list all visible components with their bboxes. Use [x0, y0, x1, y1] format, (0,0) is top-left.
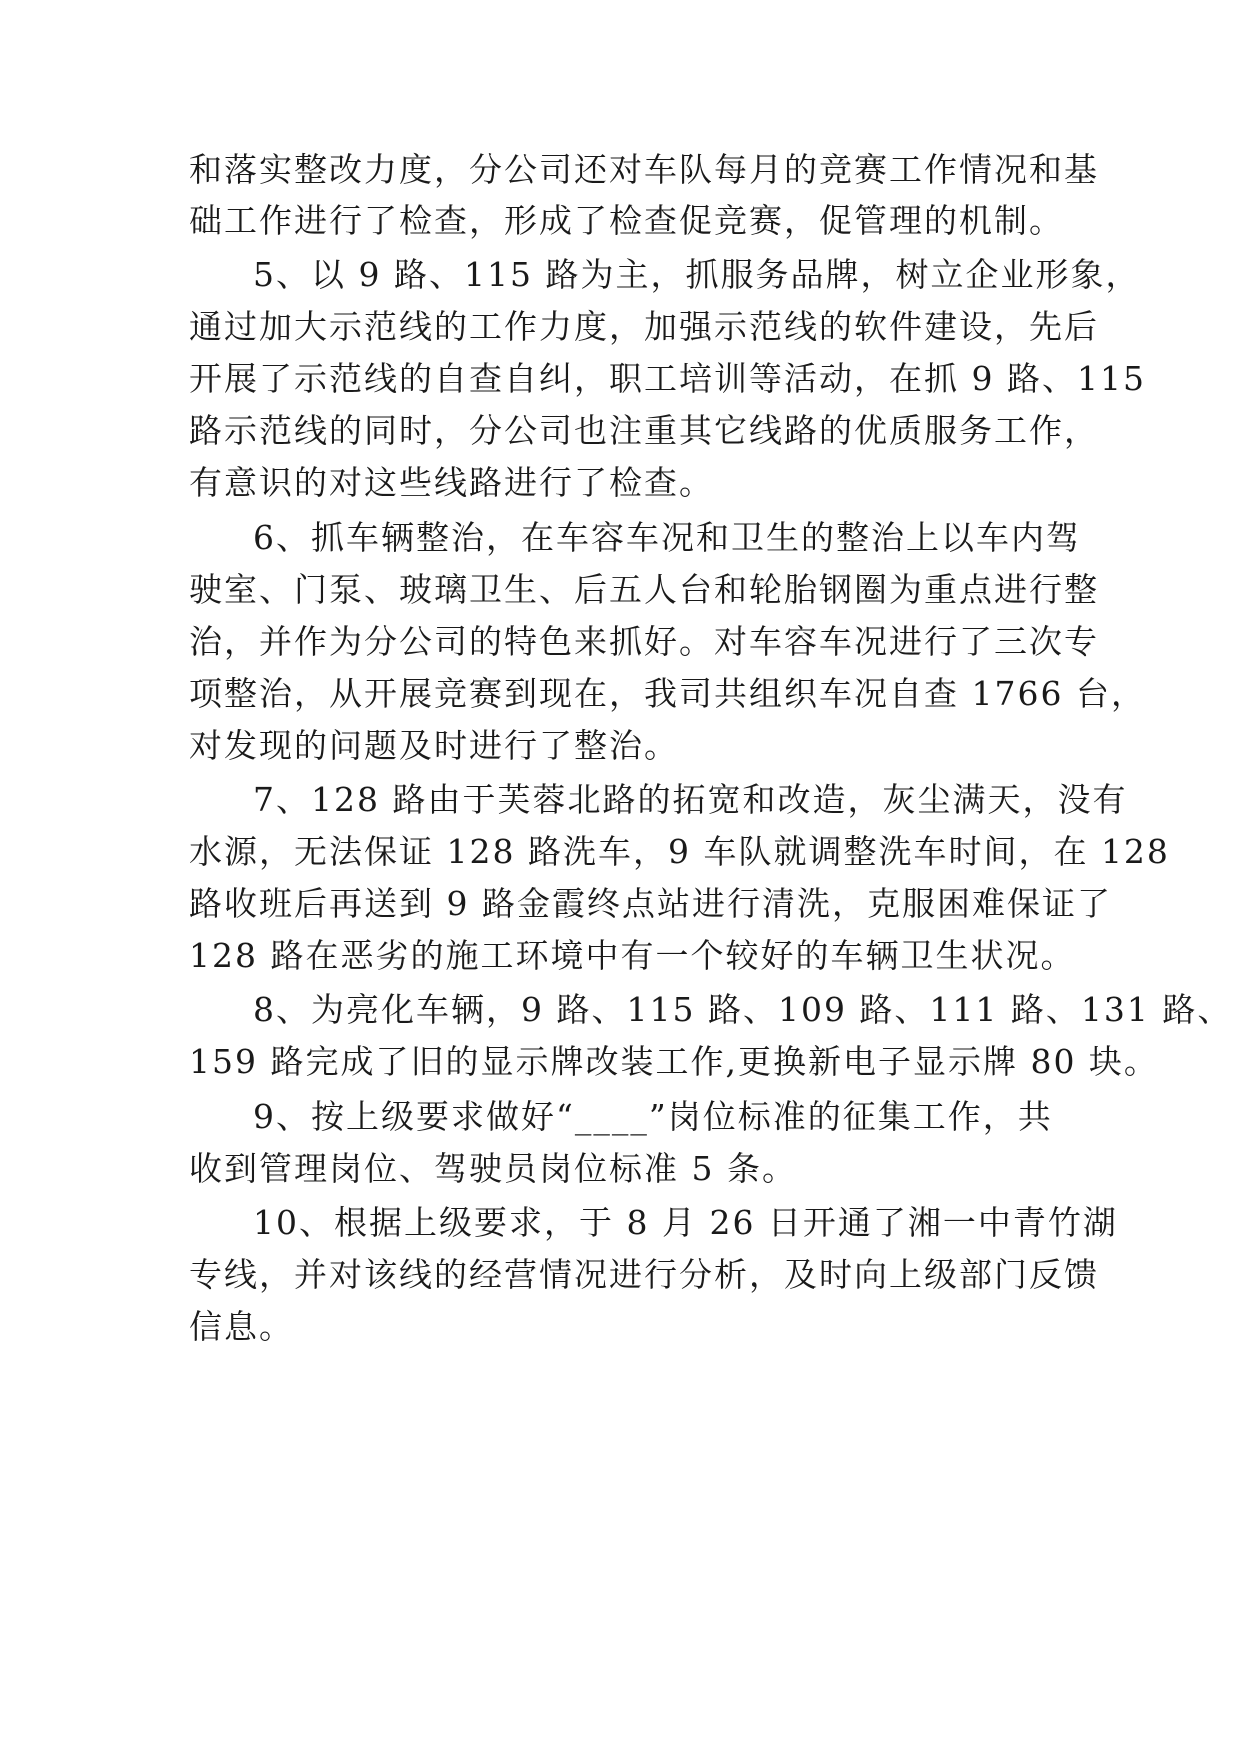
text-line-8: 6、抓车辆整治，在车容车况和卫生的整治上以车内驾 [253, 518, 1081, 557]
text-line-11: 项整治，从开展竞赛到现在，我司共组织车况自查 1766 台， [189, 674, 1146, 713]
text-line-1: 和落实整改力度，分公司还对车队每月的竞赛工作情况和基 [189, 150, 1099, 189]
text-line-17: 8、为亮化车辆，9 路、115 路、109 路、111 路、131 路、 [253, 990, 1233, 1029]
text-line-5: 开展了示范线的自查自纠，职工培训等活动，在抓 9 路、115 [189, 359, 1146, 398]
text-line-12: 对发现的问题及时进行了整治。 [189, 726, 679, 765]
text-line-20: 收到管理岗位、驾驶员岗位标准 5 条。 [189, 1149, 797, 1188]
text-line-21: 10、根据上级要求，于 8 月 26 日开通了湘一中青竹湖 [253, 1203, 1118, 1242]
text-line-19: 9、按上级要求做好“____”岗位标准的征集工作，共 [253, 1097, 1053, 1136]
text-line-14: 水源，无法保证 128 路洗车，9 车队就调整洗车时间，在 128 [189, 832, 1170, 871]
text-line-22: 专线，并对该线的经营情况进行分析，及时向上级部门反馈 [189, 1255, 1099, 1294]
text-line-16: 128 路在恶劣的施工环境中有一个较好的车辆卫生状况。 [189, 936, 1076, 975]
text-line-7: 有意识的对这些线路进行了检查。 [189, 463, 714, 502]
text-line-9: 驶室、门泵、玻璃卫生、后五人台和轮胎钢圈为重点进行整 [189, 570, 1099, 609]
text-line-10: 治，并作为分公司的特色来抓好。对车容车况进行了三次专 [189, 622, 1099, 661]
text-line-13: 7、128 路由于芙蓉北路的拓宽和改造，灰尘满天，没有 [253, 780, 1128, 819]
text-line-2: 础工作进行了检查，形成了检查促竞赛，促管理的机制。 [189, 201, 1064, 240]
text-line-6: 路示范线的同时，分公司也注重其它线路的优质服务工作， [189, 411, 1099, 450]
text-line-4: 通过加大示范线的工作力度，加强示范线的软件建设，先后 [189, 307, 1099, 346]
text-line-3: 5、以 9 路、115 路为主，抓服务品牌，树立企业形象， [253, 255, 1141, 294]
text-line-18: 159 路完成了旧的显示牌改装工作,更换新电子显示牌 80 块。 [189, 1042, 1159, 1081]
text-line-15: 路收班后再送到 9 路金霞终点站进行清洗，克服困难保证了 [189, 884, 1112, 923]
text-line-23: 信息。 [189, 1307, 294, 1346]
